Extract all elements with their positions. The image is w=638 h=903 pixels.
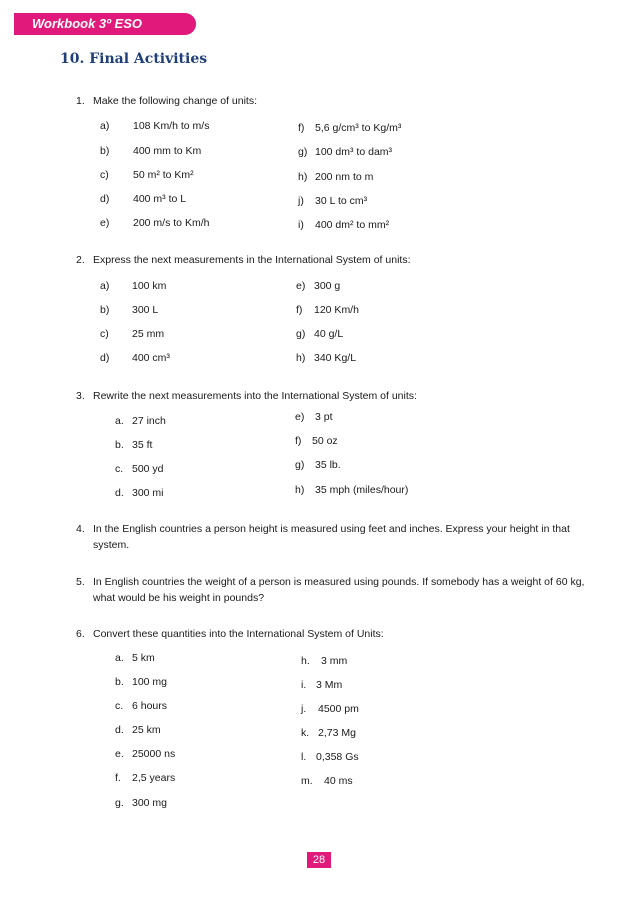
list-item: d) 400 m³ to L [100,193,187,205]
question-6 [76,626,596,642]
question-4 [76,521,596,553]
list-item: d. 25 km [115,724,161,736]
workbook-header-label: Workbook 3º ESO [32,16,142,31]
list-item: e) 300 g [296,280,341,292]
list-item: c) 50 m² to Km² [100,169,194,181]
question-text: Convert these quantities into the International System of Units: [93,628,384,640]
workbook-header-tab [14,13,196,35]
question-1 [76,93,596,109]
list-item: h) 35 mph (miles/hour) [295,484,409,496]
list-item: e) 3 pt [295,411,333,423]
list-item: c) 25 mm [100,328,165,340]
list-item: g) 35 lb. [295,459,341,471]
question-number: 3. [76,390,85,402]
question-number: 5. [76,576,85,588]
list-item: i. 3 Mm [301,679,343,691]
list-item: c. 6 hours [115,700,168,712]
list-item: m. 40 ms [301,775,353,787]
list-item: h) 200 nm to m [298,171,374,183]
question-number: 4. [76,523,85,535]
list-item: b) 300 L [100,304,159,316]
list-item: d. 300 mi [115,487,164,499]
question-text: In the English countries a person height is measured using feet and inches. Express your height in that system. [93,523,570,551]
list-item: g) 40 g/L [296,328,344,340]
list-item: c. 500 yd [115,463,164,475]
question-text: In English countries the weight of a person is measured using pounds. If somebody has a weight of 60 kg, what would be his weight in pounds? [93,576,585,604]
list-item: g) 100 dm³ to dam³ [298,146,393,158]
list-item: i) 400 dm² to mm² [298,219,390,231]
list-item: b. 35 ft [115,439,153,451]
list-item: l. 0,358 Gs [301,751,359,763]
list-item: b) 400 mm to Km [100,145,202,157]
question-number: 6. [76,628,85,640]
question-3 [76,388,596,404]
list-item: a. 27 inch [115,415,166,427]
list-item: k. 2,73 Mg [301,727,356,739]
list-item: f) 5,6 g/cm³ to Kg/m³ [298,122,402,134]
list-item: j) 30 L to cm³ [298,195,368,207]
list-item: d) 400 cm³ [100,352,170,364]
question-text: Express the next measurements in the International System of units: [93,254,411,266]
question-text: Rewrite the next measurements into the International System of units: [93,390,417,402]
list-item: g. 300 mg [115,797,168,809]
list-item: f) 120 Km/h [296,304,359,316]
page-number: 28 [307,852,331,868]
list-item: j. 4500 pm [301,703,359,715]
list-item: h. 3 mm [301,655,348,667]
question-number: 2. [76,254,85,266]
question-text: Make the following change of units: [93,95,258,107]
list-item: a) 108 Km/h to m/s [100,120,210,132]
list-item: h) 340 Kg/L [296,352,357,364]
question-2 [76,252,596,268]
section-title: 10. Final Activities [60,51,208,67]
list-item: f) 50 oz [295,435,338,447]
question-number: 1. [76,95,85,107]
question-5 [76,574,596,606]
list-item: b. 100 mg [115,676,168,688]
list-item: e) 200 m/s to Km/h [100,217,210,229]
list-item: a. 5 km [115,652,155,664]
list-item: e. 25000 ns [115,748,176,760]
list-item: f. 2,5 years [115,772,176,784]
list-item: a) 100 km [100,280,167,292]
